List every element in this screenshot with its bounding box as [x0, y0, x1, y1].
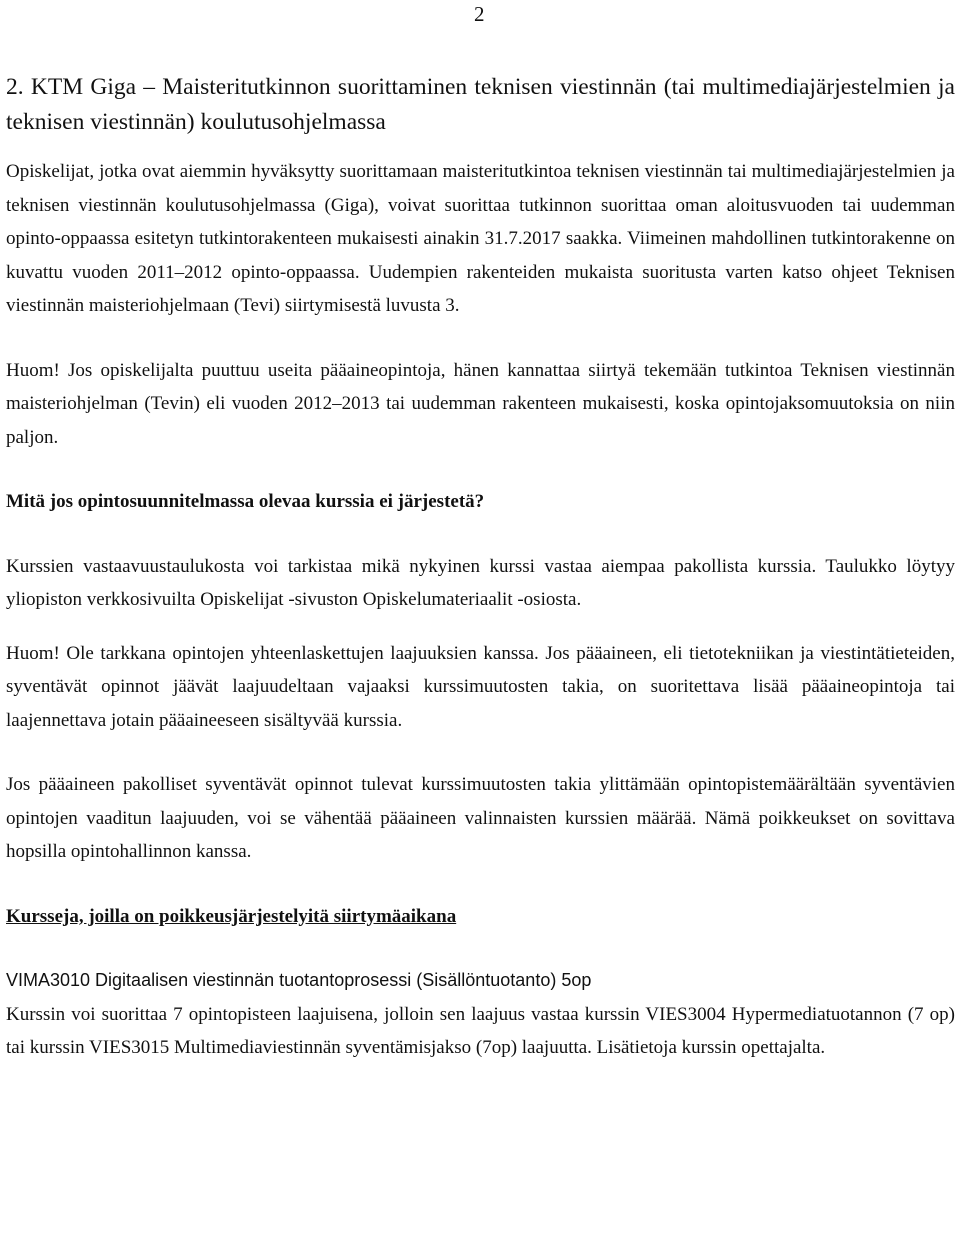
course-description: Kurssin voi suorittaa 7 opintopisteen laajuisena, jolloin sen laajuus vastaa kurssin VIES3004 Hypermediatuotannon (7 op) tai kurssin VIES3015 Multimediaviestinnän syventämisjakso (7op) laajuutta. Lisätietoja kurssin opettajalta.: [6, 1003, 955, 1058]
paragraph-intro: [6, 155, 955, 323]
paragraph-exceptions: Jos pääaineen pakolliset syventävät opinnot tulevat kurssimuutosten takia ylittämään opintopistemäärältään syventävien opintojen vaaditun laajuuden, voi se vähentää pääaineen valinnaisten kurssien määrää. Nämä poikkeukset on sovittava hopsilla opintohallinnon kanssa.: [6, 774, 955, 862]
section-heading: 2. KTM Giga – Maisteritutkinnon suorittaminen teknisen viestinnän (tai multimediajärjestelmien ja teknisen viestinnän) koulutusohjelmassa: [6, 74, 955, 135]
paragraph-note-tevi: Huom! Jos opiskelijalta puuttuu useita pääaineopintoja, hänen kannattaa siirtyä tekemään tutkintoa Teknisen viestinnän maisteriohjelman (Tevin) eli vuoden 2012–2013 tai uudemman rakenteen mukaisesti, koska opintojaksomuutoksia on niin paljon.: [6, 359, 955, 448]
subheading-course-not-arranged: Mitä jos opintosuunnitelmassa olevaa kurssia ei järjestetä?: [6, 491, 485, 512]
subheading-special-courses: Kursseja, joilla on poikkeusjärjestelyitä siirtymäaikana: [6, 905, 457, 927]
paragraph-intro-part-a: Opiskelijat, jotka ovat aiemmin hyväksytty suorittamaan maisteritutkintoa teknisen viestinnän tai multimediajärjestelmien ja teknisen viestinnän koulutusohjelmassa (Giga), voivat suorittaa tutkinnon suorittaa oman aloitusvuoden tai uudemman opinto-oppaassa esitetyn tutkintorakenteen mukaisesti ainakin 31.7.2017 saakka.: [6, 161, 955, 249]
page-number: 2: [474, 2, 485, 26]
page-content: [6, 70, 955, 1065]
course-title: VIMA3010 Digitaalisen viestinnän tuotantoprosessi (Sisällöntuotanto) 5op: [6, 970, 592, 990]
paragraph-note-credits: Huom! Ole tarkkana opintojen yhteenlaskettujen laajuuksien kanssa. Jos pääaineen, eli tietotekniikan ja viestintätieteiden, syventävät opinnot jäävät laajuudeltaan vajaaksi kurssimuutosten takia, on suoritettava lisää pääaineopintoja tai laajennettava jotain pääaineeseen sisältyvää kurssia.: [6, 642, 955, 731]
paragraph-equivalence-table: Kurssien vastaavuustaulukosta voi tarkistaa mikä nykyinen kurssi vastaa aiempaa pakollista kurssia. Taulukko löytyy yliopiston verkkosivuilta Opiskelijat -sivuston Opiskelumateriaalit -osiosta.: [6, 555, 955, 610]
paragraph-intro-part-c: Uudempien rakenteiden mukaista suoritusta varten katso ohjeet Teknisen viestinnän maisteriohjelmaan (Tevi) siirtymisestä luvusta 3.: [6, 261, 955, 316]
paragraph-intro-part-b: Viimeinen mahdollinen tutkintorakenne on kuvattu vuoden 2011–2012 opinto-oppaassa.: [6, 228, 955, 283]
